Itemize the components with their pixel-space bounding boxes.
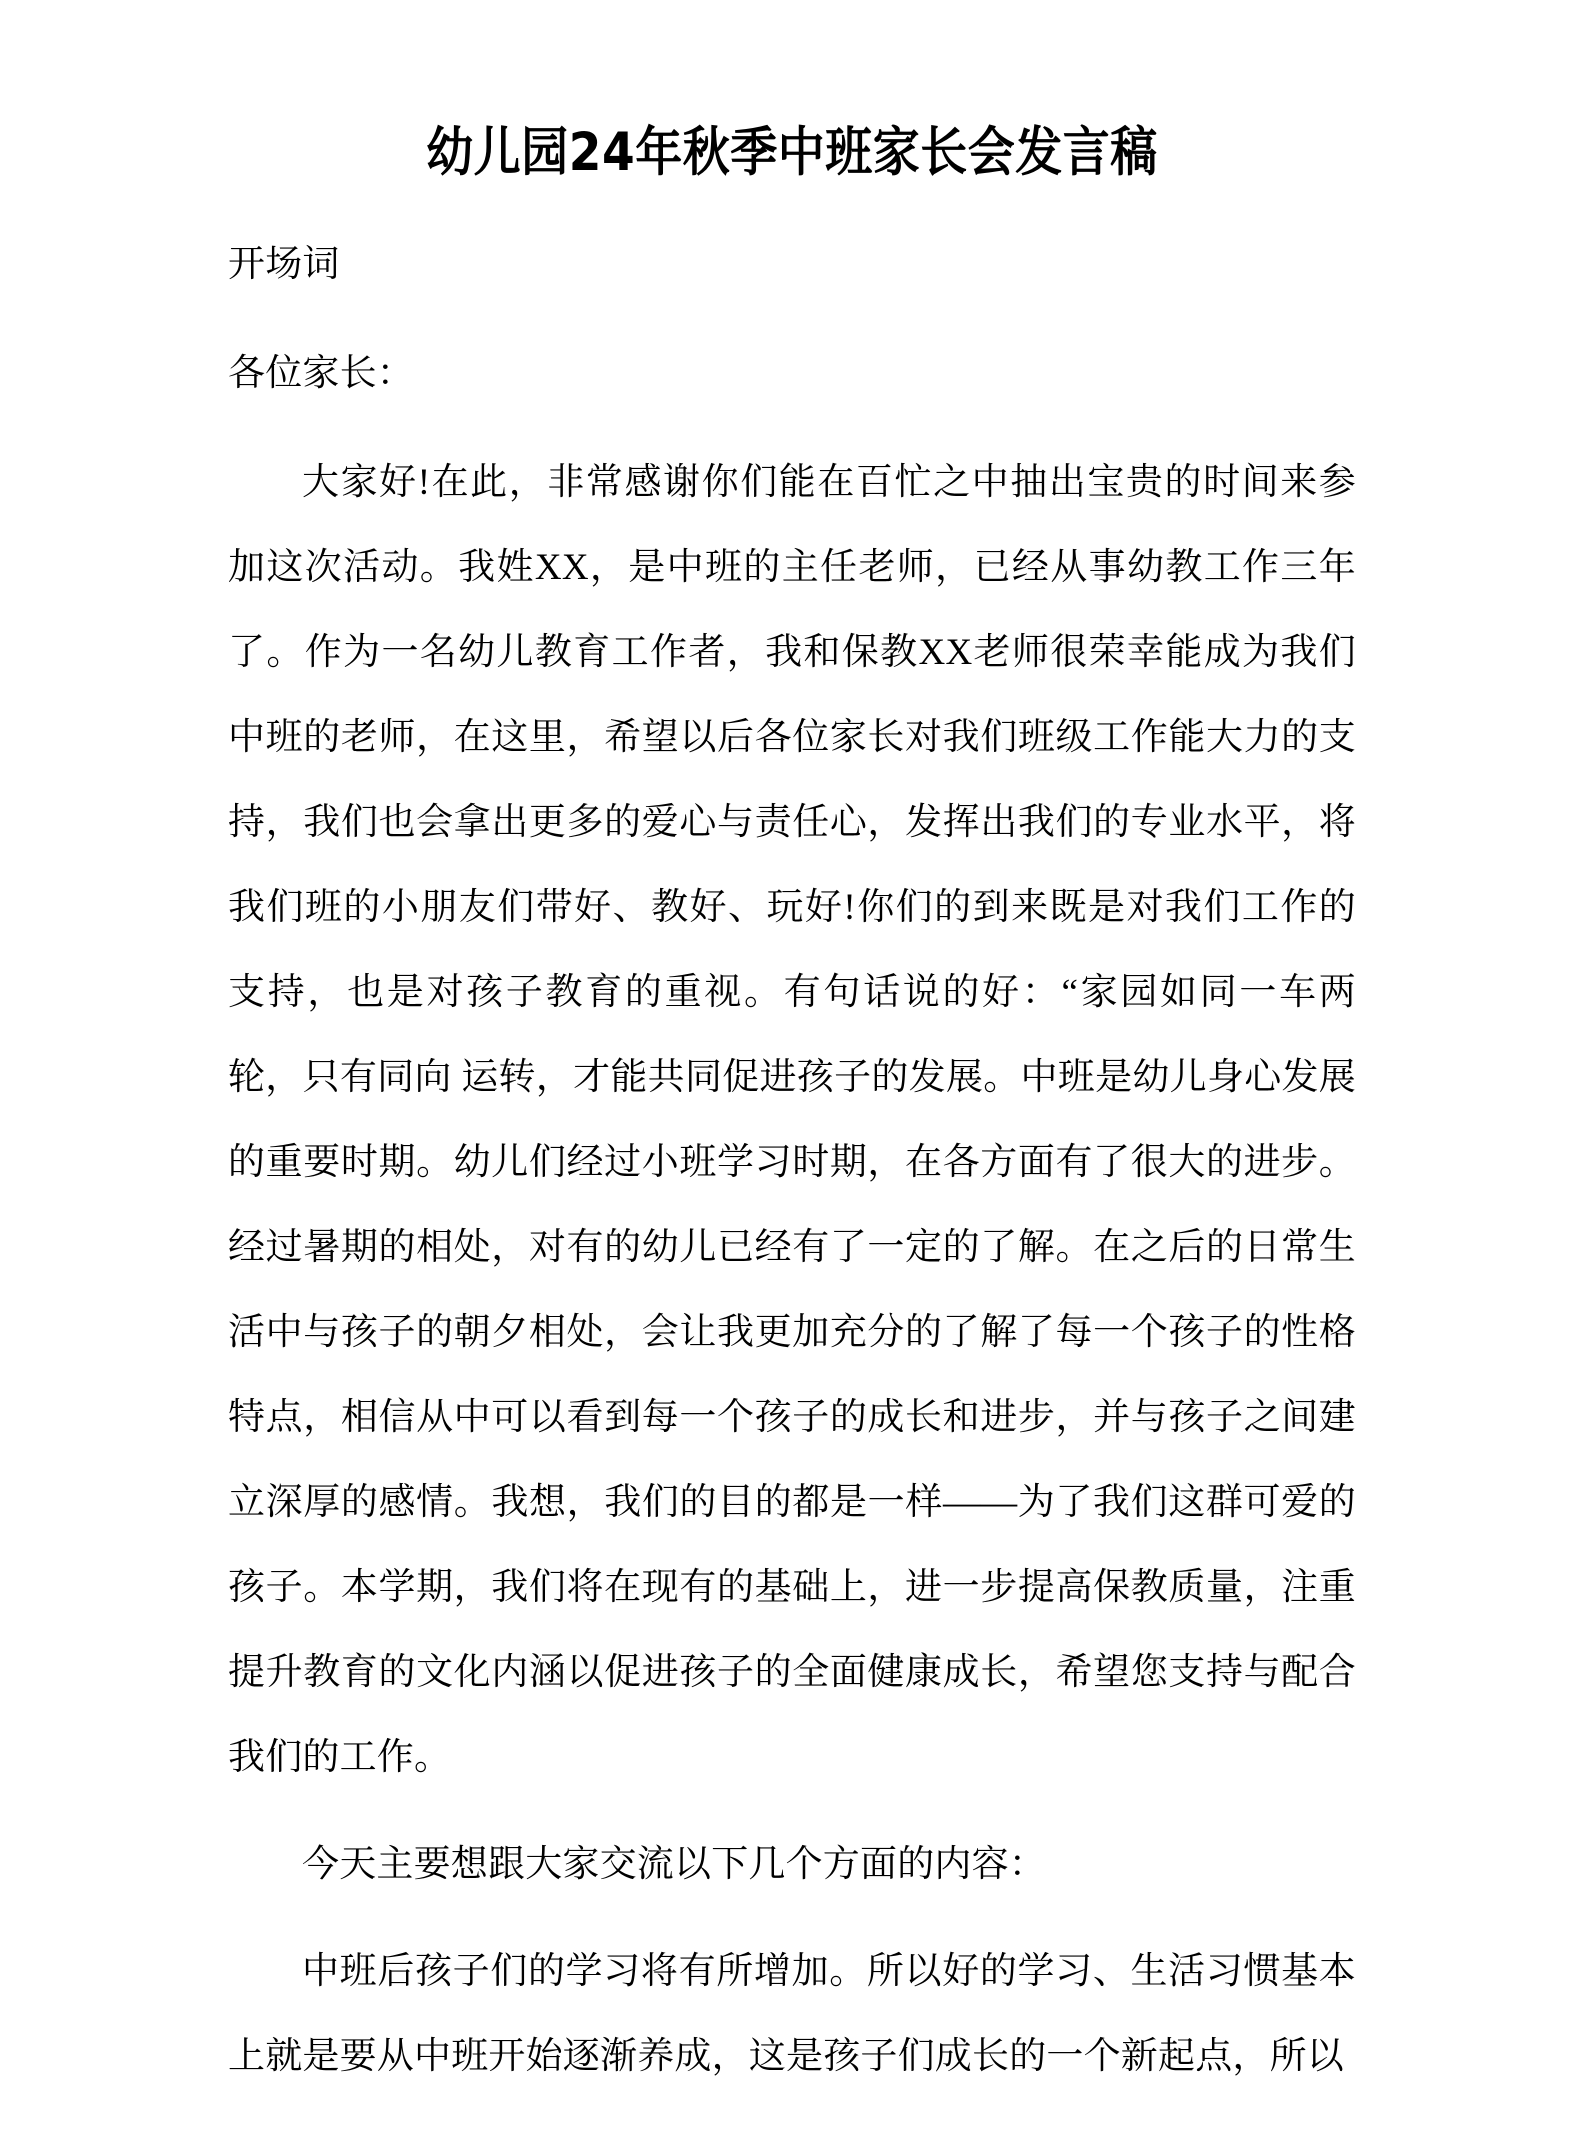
body-paragraph-1: 大家好!在此，非常感谢你们能在百忙之中抽出宝贵的时间来参加这次活动。我姓XX，是中班的主任老师，已经从事幼教工作三年了。作为一名幼儿教育工作者，我和保教XX老师很荣幸能成为我们中班的老师，在这里，希望以后各位家长对我们班级工作能大力的支持，我们也会拿出更多的爱心与责任心，发挥出我们的专业水平，将我们班的小朋友们带好、教好、玩好!你们的到来既是对我们工作的支持，也是对孩子教育的重视。有句话说的好：“家园如同一车两轮，只有同向 运转，才能共同促进孩子的发展。中班是幼儿身心发展的重要时期。幼儿们经过小班学习时期，在各方面有了很大的进步。经过暑期的相处，对有的幼儿已经有了一定的了解。在之后的日常生活中与孩子的朝夕相处，会让我更加充分的了解了每一个孩子的性格特点，相信从中可以看到每一个孩子的成长和进步，并与孩子之间建 立深厚的感情。我想，我们的目的都是一样——为了我们这群可爱的孩子。本学期，我们将在现有的基础上，进一步提高保教质量，注重提升教育的文化内涵以促进孩子的全面健康成长，希望您支持与配合我们的工作。 [228,462,1356,1778]
body-paragraph-3: 中班后孩子们的学习将有所增加。所以好的学习、生活习惯基本上就是要从中班开始逐渐养成，这是孩子们成长的一个新起点，所以 [228,1951,1356,2077]
salutation: 各位家长： [228,353,414,394]
document-content [228,0,1356,2099]
page-title: 幼儿园24年秋季中班家长会发言稿 [426,122,1158,184]
section-heading-opening-remarks: 开场词 [228,244,340,285]
body-paragraph-2: 今天主要想跟大家交流以下几个方面的内容： [302,1844,1046,1885]
